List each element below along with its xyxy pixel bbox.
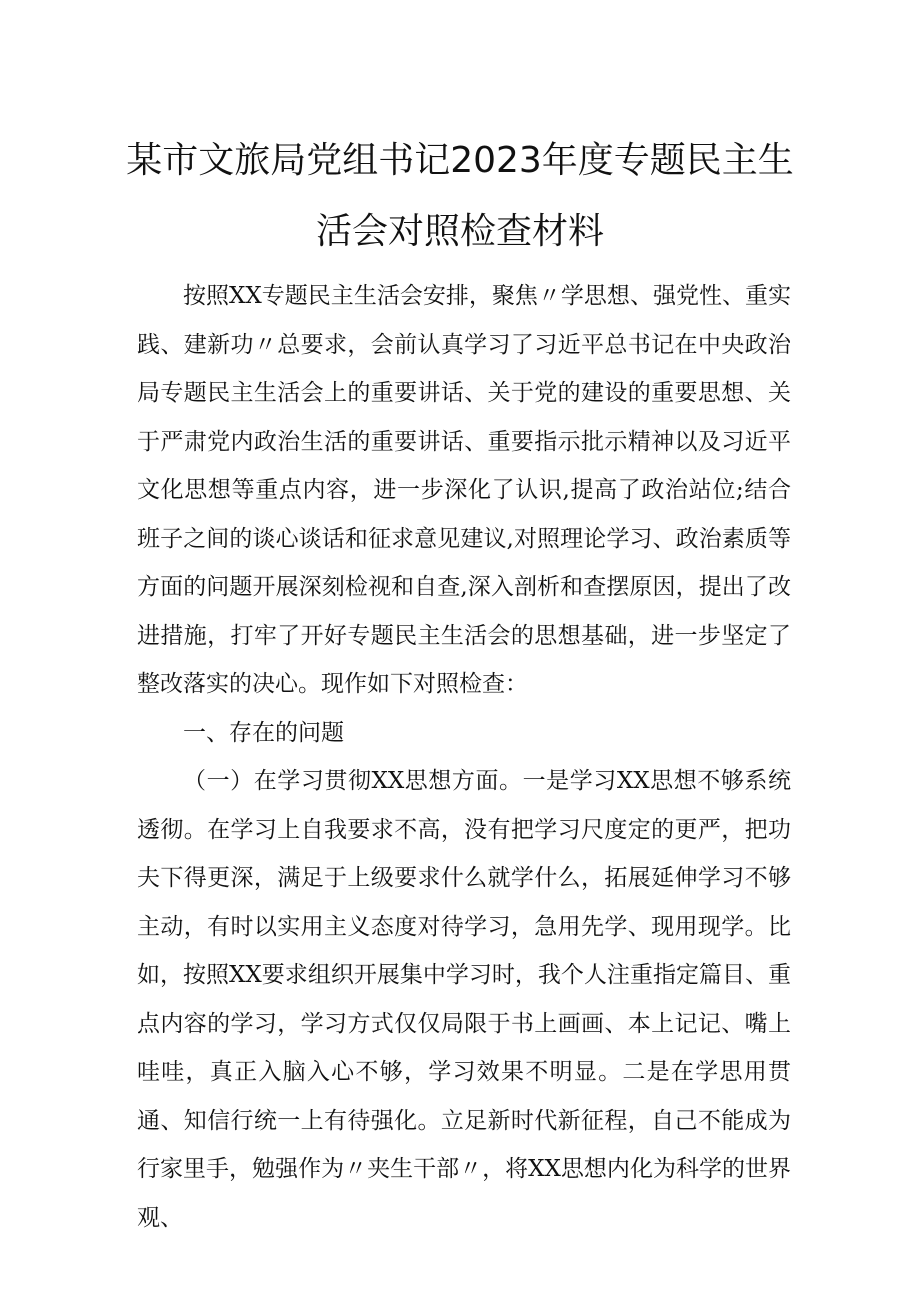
document-title-line-2: 活会对照检查材料 — [315, 211, 604, 252]
document-title-line-1: 某市文旅局党组书记2023年度专题民主生 — [126, 140, 794, 181]
section-heading-problems: 一、存在的问题 — [183, 719, 344, 746]
section-paragraph-study: （一）在学习贯彻XX思想方面。一是学习XX思想不够系统透彻。在学习上自我要求不高，没有把学习尺度定的更严，把功夫下得更深，满足于上级要求什么就学什么，拓展延伸学习不够主动，有时以实用主义态度对待学习，急用先学、现用现学。比如，按照XX要求组织开展集中学习时，我个人注重指定篇目、重点内容的学习，学习方式仅仅局限于书上画画、本上记记、嘴上哇哇，真正入脑入心不够，学习效果不明显。二是在学思用贯通、知信行统一上有待强化。立足新时代新征程，自己不能成为行家里手，勉强作为〃夹生干部〃，将XX思想内化为科学的世界观、 — [137, 768, 791, 1231]
document-body — [137, 272, 791, 1242]
intro-paragraph: 按照XX专题民主生活会安排，聚焦〃学思想、强党性、重实践、建新功〃总要求，会前认真学习了习近平总书记在中央政治局专题民主生活会上的重要讲话、关于党的建设的重要思想、关于严肃党内政治生活的重要讲话、重要指示批示精神以及习近平文化思想等重点内容，进一步深化了认识,提高了政治站位;结合班子之间的谈心谈话和征求意见建议,对照理论学习、政治素质等方面的问题开展深刻检视和自查,深入剖析和查摆原因，提出了改进措施，打牢了开好专题民主生活会的思想基础，进一步坚定了整改落实的决心。现作如下对照检查： — [137, 283, 791, 697]
